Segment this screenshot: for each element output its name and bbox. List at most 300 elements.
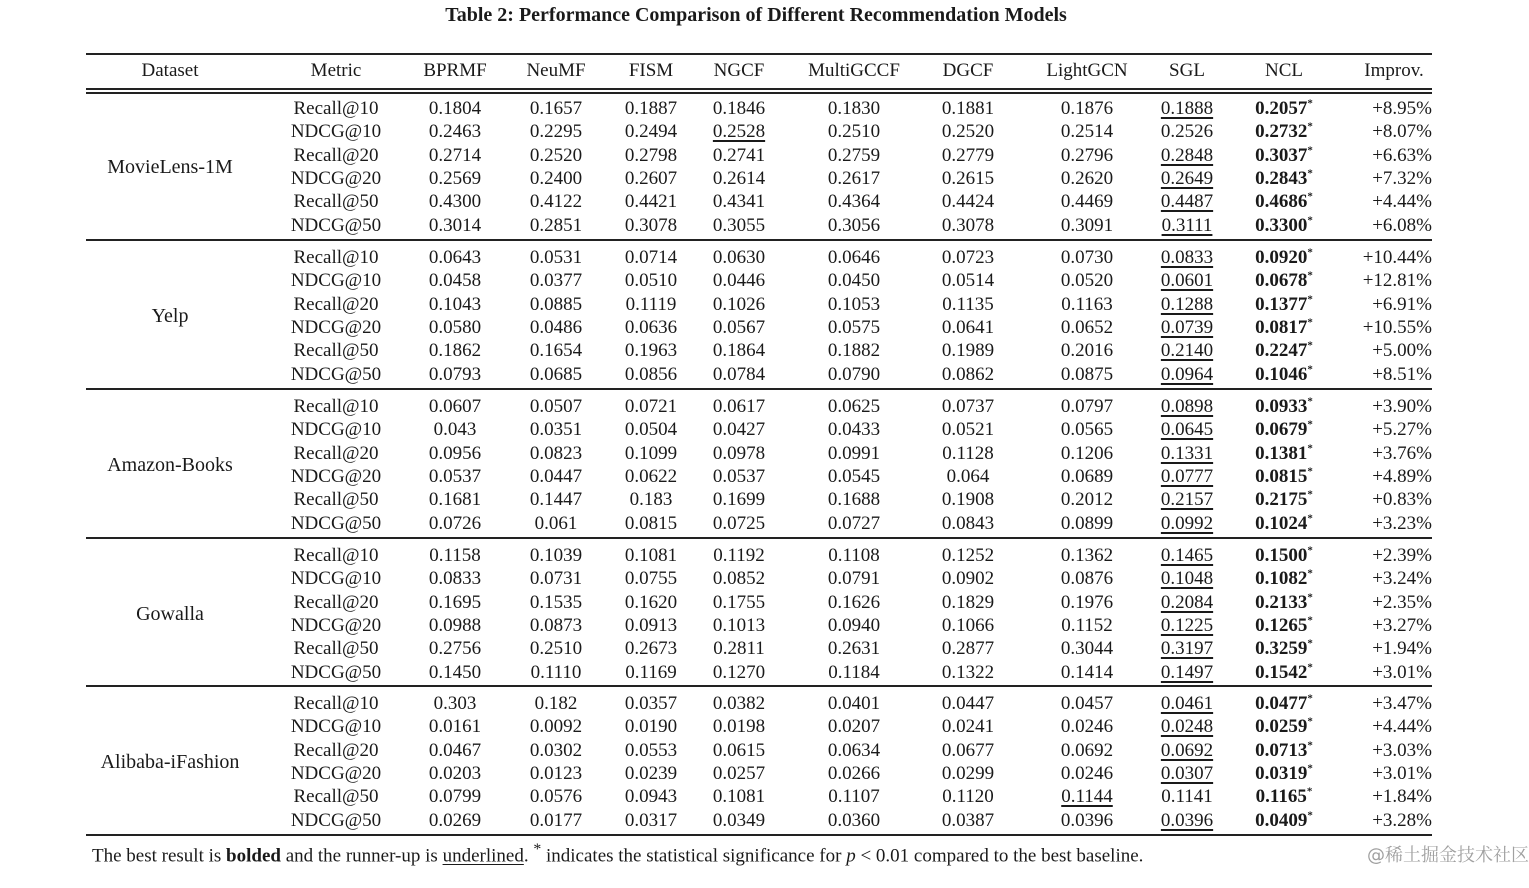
value-cell: 0.2615 bbox=[941, 167, 995, 189]
best-value: 0.0477 bbox=[1255, 693, 1308, 714]
footnote-text-3: . bbox=[523, 845, 534, 867]
table-row bbox=[86, 661, 1432, 684]
runner-up-value-cell: 0.1497 bbox=[1160, 661, 1214, 683]
value-cell: 0.1107 bbox=[828, 786, 880, 808]
value-cell: 0.0177 bbox=[529, 809, 583, 831]
value-cell: 0.1081 bbox=[624, 545, 678, 566]
table-row bbox=[86, 120, 1432, 143]
improvement-cell: +3.23% bbox=[1372, 512, 1432, 534]
value-cell: 0.0514 bbox=[941, 270, 995, 292]
best-value: 0.3037 bbox=[1255, 144, 1308, 166]
improvement-cell: +3.24% bbox=[1372, 568, 1432, 590]
value-cell: 0.1695 bbox=[428, 591, 482, 613]
value-cell: 0.1152 bbox=[1061, 614, 1113, 636]
value-cell: 0.0427 bbox=[712, 419, 766, 441]
header-rule bbox=[86, 88, 1432, 90]
best-value: 0.0933 bbox=[1255, 396, 1308, 417]
best-value-cell bbox=[1255, 809, 1313, 832]
table-row bbox=[86, 762, 1432, 785]
significance-marker: * bbox=[1307, 465, 1313, 478]
value-cell: 0.2631 bbox=[827, 638, 881, 660]
metric-cell: Recall@50 bbox=[293, 786, 379, 808]
best-value: 0.0817 bbox=[1255, 316, 1308, 338]
best-value-cell bbox=[1255, 739, 1313, 762]
improvement-cell: +3.01% bbox=[1372, 762, 1432, 784]
header-sgl: SGL bbox=[1169, 60, 1205, 81]
value-cell: 0.4469 bbox=[1060, 191, 1114, 213]
table-row bbox=[86, 442, 1432, 465]
value-cell: 0.0636 bbox=[624, 316, 678, 338]
improvement-cell: +5.27% bbox=[1372, 419, 1432, 441]
value-cell: 0.1908 bbox=[941, 489, 995, 511]
table-row bbox=[86, 567, 1432, 590]
value-cell: 0.1099 bbox=[624, 442, 678, 464]
improvement-cell: +3.03% bbox=[1372, 739, 1432, 761]
table-row bbox=[86, 785, 1432, 808]
value-cell: 0.0580 bbox=[428, 316, 482, 338]
value-cell: 0.0486 bbox=[529, 316, 583, 338]
value-cell: 0.0607 bbox=[428, 396, 482, 417]
value-cell: 0.0646 bbox=[827, 247, 881, 268]
value-cell: 0.0447 bbox=[941, 693, 995, 714]
table-row bbox=[86, 809, 1432, 832]
significance-marker: * bbox=[1307, 661, 1313, 674]
significance-marker: * bbox=[1307, 614, 1313, 627]
value-cell: 0.0913 bbox=[624, 614, 678, 636]
best-value-cell bbox=[1255, 637, 1313, 660]
significance-marker: * bbox=[1307, 167, 1313, 180]
value-cell: 0.1657 bbox=[529, 98, 583, 119]
value-cell: 0.2741 bbox=[712, 144, 766, 166]
table-row bbox=[86, 167, 1432, 190]
best-value-cell bbox=[1255, 293, 1313, 316]
value-cell: 0.0988 bbox=[428, 614, 482, 636]
value-cell: 0.1110 bbox=[530, 661, 582, 683]
best-value: 0.2732 bbox=[1255, 121, 1308, 143]
significance-marker: * bbox=[1307, 637, 1313, 650]
significance-marker: * bbox=[1307, 120, 1313, 133]
metric-cell: Recall@20 bbox=[293, 591, 379, 613]
value-cell: 0.0876 bbox=[1060, 568, 1114, 590]
value-cell: 0.2756 bbox=[428, 638, 482, 660]
value-cell: 0.1169 bbox=[625, 661, 677, 683]
metric-cell: NDCG@20 bbox=[290, 614, 382, 636]
value-cell: 0.0507 bbox=[529, 396, 583, 417]
value-cell: 0.2796 bbox=[1060, 144, 1114, 166]
significance-marker: * bbox=[1307, 418, 1313, 431]
header-metric: Metric bbox=[310, 60, 362, 81]
runner-up-value-cell: 0.3197 bbox=[1160, 638, 1214, 660]
value-cell: 0.0520 bbox=[1060, 270, 1114, 292]
significance-marker: * bbox=[1307, 488, 1313, 501]
dataset-section bbox=[86, 544, 1432, 684]
metric-cell: Recall@10 bbox=[293, 247, 379, 268]
improvement-cell: +2.39% bbox=[1372, 545, 1432, 566]
best-value-cell bbox=[1255, 661, 1313, 684]
value-cell: 0.3056 bbox=[827, 214, 881, 236]
dataset-name: MovieLens-1M bbox=[107, 156, 233, 178]
table-title: Table 2: Performance Comparison of Different Recommendation Models bbox=[445, 4, 1067, 26]
value-cell: 0.1081 bbox=[712, 786, 766, 808]
dataset-name: Amazon-Books bbox=[107, 454, 233, 476]
improvement-cell: +7.32% bbox=[1372, 167, 1432, 189]
value-cell: 0.0575 bbox=[827, 316, 881, 338]
header-ncl: NCL bbox=[1265, 60, 1303, 81]
value-cell: 0.0689 bbox=[1060, 465, 1114, 487]
value-cell: 0.0246 bbox=[1060, 716, 1114, 738]
value-cell: 0.2569 bbox=[428, 167, 482, 189]
value-cell: 0.0266 bbox=[827, 762, 881, 784]
value-cell: 0.1450 bbox=[428, 661, 482, 683]
header-multigccf: MultiGCCF bbox=[808, 60, 900, 81]
table-row bbox=[86, 395, 1432, 418]
value-cell: 0.0615 bbox=[712, 739, 766, 761]
section-rule bbox=[86, 388, 1432, 390]
best-value-cell bbox=[1255, 269, 1313, 292]
value-cell: 0.303 bbox=[433, 693, 477, 714]
improvement-cell: +6.63% bbox=[1372, 144, 1432, 166]
value-cell: 0.1026 bbox=[712, 293, 766, 315]
value-cell: 0.2798 bbox=[624, 144, 678, 166]
value-cell: 0.2851 bbox=[529, 214, 583, 236]
header-dgcf: DGCF bbox=[942, 60, 994, 81]
value-cell: 0.0377 bbox=[529, 270, 583, 292]
value-cell: 0.1882 bbox=[827, 340, 881, 362]
bottom-rule bbox=[86, 834, 1432, 836]
significance-marker: * bbox=[1307, 293, 1313, 306]
table-row bbox=[86, 190, 1432, 213]
best-value-cell bbox=[1255, 418, 1313, 441]
improvement-cell: +8.95% bbox=[1372, 98, 1432, 119]
header-rule-double bbox=[86, 92, 1432, 94]
value-cell: 0.1963 bbox=[624, 340, 678, 362]
improvement-cell: +8.51% bbox=[1372, 363, 1432, 385]
footnote-text-5: < 0.01 compared to the best baseline. bbox=[855, 845, 1144, 867]
best-value: 0.2843 bbox=[1255, 167, 1308, 189]
runner-up-value-cell: 0.2528 bbox=[712, 121, 766, 143]
value-cell: 0.0885 bbox=[529, 293, 583, 315]
value-cell: 0.0207 bbox=[827, 716, 881, 738]
value-cell: 0.043 bbox=[433, 419, 477, 441]
value-cell: 0.2463 bbox=[428, 121, 482, 143]
improvement-cell: +8.07% bbox=[1372, 121, 1432, 143]
best-value-cell bbox=[1255, 715, 1313, 738]
value-cell: 0.2016 bbox=[1060, 340, 1114, 362]
runner-up-value-cell: 0.1225 bbox=[1160, 614, 1214, 636]
value-cell: 0.0565 bbox=[1060, 419, 1114, 441]
metric-cell: NDCG@50 bbox=[290, 363, 382, 385]
value-cell: 0.1184 bbox=[828, 661, 880, 683]
section-rule bbox=[86, 685, 1432, 687]
best-value-cell bbox=[1255, 246, 1313, 269]
value-cell: 0.0622 bbox=[624, 465, 678, 487]
value-cell: 0.0401 bbox=[827, 693, 881, 714]
metric-cell: Recall@10 bbox=[293, 693, 379, 714]
table-row bbox=[86, 214, 1432, 237]
best-value: 0.1082 bbox=[1255, 568, 1308, 590]
value-cell: 0.0685 bbox=[529, 363, 583, 385]
value-cell: 0.0730 bbox=[1060, 247, 1114, 268]
value-cell: 0.182 bbox=[534, 693, 578, 714]
runner-up-value-cell: 0.0396 bbox=[1160, 809, 1214, 831]
best-value: 0.0815 bbox=[1255, 465, 1308, 487]
metric-cell: Recall@20 bbox=[293, 293, 379, 315]
value-cell: 0.2877 bbox=[941, 638, 995, 660]
value-cell: 0.0843 bbox=[941, 512, 995, 534]
runner-up-value-cell: 0.2084 bbox=[1160, 591, 1214, 613]
best-value-cell bbox=[1255, 544, 1313, 567]
best-value-cell bbox=[1255, 567, 1313, 590]
table-row bbox=[86, 637, 1432, 660]
value-cell: 0.1862 bbox=[428, 340, 482, 362]
value-cell: 0.1620 bbox=[624, 591, 678, 613]
runner-up-value-cell: 0.1048 bbox=[1160, 568, 1214, 590]
value-cell: 0.0203 bbox=[428, 762, 482, 784]
value-cell: 0.0791 bbox=[827, 568, 881, 590]
metric-cell: NDCG@50 bbox=[290, 661, 382, 683]
value-cell: 0.2811 bbox=[713, 638, 765, 660]
best-value: 0.0679 bbox=[1255, 419, 1308, 441]
value-cell: 0.1039 bbox=[529, 545, 583, 566]
best-value-cell bbox=[1255, 692, 1313, 715]
value-cell: 0.2400 bbox=[529, 167, 583, 189]
dataset-section bbox=[86, 246, 1432, 386]
value-cell: 0.3078 bbox=[624, 214, 678, 236]
value-cell: 0.1158 bbox=[429, 545, 481, 566]
value-cell: 0.0457 bbox=[1060, 693, 1114, 714]
best-value: 0.0409 bbox=[1255, 809, 1308, 831]
section-rule bbox=[86, 239, 1432, 241]
value-cell: 0.4300 bbox=[428, 191, 482, 213]
value-cell: 0.0504 bbox=[624, 419, 678, 441]
value-cell: 0.0652 bbox=[1060, 316, 1114, 338]
table-row bbox=[86, 739, 1432, 762]
value-cell: 0.3055 bbox=[712, 214, 766, 236]
value-cell: 0.0641 bbox=[941, 316, 995, 338]
value-cell: 0.1252 bbox=[941, 545, 995, 566]
value-cell: 0.0446 bbox=[712, 270, 766, 292]
metric-cell: Recall@10 bbox=[293, 545, 379, 566]
value-cell: 0.2526 bbox=[1160, 121, 1214, 143]
value-cell: 0.0351 bbox=[529, 419, 583, 441]
best-value-cell bbox=[1255, 614, 1313, 637]
value-cell: 0.0190 bbox=[624, 716, 678, 738]
runner-up-value-cell: 0.1888 bbox=[1160, 98, 1214, 119]
value-cell: 0.0873 bbox=[529, 614, 583, 636]
header-ngcf: NGCF bbox=[713, 60, 765, 81]
value-cell: 0.0510 bbox=[624, 270, 678, 292]
value-cell: 0.4421 bbox=[624, 191, 678, 213]
metric-cell: NDCG@10 bbox=[290, 716, 382, 738]
value-cell: 0.1535 bbox=[529, 591, 583, 613]
value-cell: 0.0790 bbox=[827, 363, 881, 385]
value-cell: 0.0458 bbox=[428, 270, 482, 292]
runner-up-value-cell: 0.0461 bbox=[1160, 693, 1214, 714]
runner-up-value-cell: 0.0601 bbox=[1160, 270, 1214, 292]
best-value-cell bbox=[1255, 144, 1313, 167]
runner-up-value-cell: 0.4487 bbox=[1160, 191, 1214, 213]
section-rule bbox=[86, 537, 1432, 539]
value-cell: 0.1830 bbox=[827, 98, 881, 119]
value-cell: 0.2494 bbox=[624, 121, 678, 143]
runner-up-value-cell: 0.1288 bbox=[1160, 293, 1214, 315]
table-row bbox=[86, 269, 1432, 292]
metric-cell: Recall@10 bbox=[293, 396, 379, 417]
improvement-cell: +2.35% bbox=[1372, 591, 1432, 613]
value-cell: 0.0815 bbox=[624, 512, 678, 534]
header-neumf: NeuMF bbox=[526, 60, 586, 81]
value-cell: 0.0447 bbox=[529, 465, 583, 487]
significance-marker: * bbox=[1307, 591, 1313, 604]
best-value-cell bbox=[1255, 190, 1313, 213]
value-cell: 0.0723 bbox=[941, 247, 995, 268]
significance-marker: * bbox=[1307, 246, 1313, 259]
table-row bbox=[86, 512, 1432, 535]
metric-cell: NDCG@20 bbox=[290, 465, 382, 487]
improvement-cell: +1.84% bbox=[1372, 786, 1432, 808]
footnote-bolded: bolded bbox=[226, 845, 281, 867]
value-cell: 0.0576 bbox=[529, 786, 583, 808]
best-value: 0.2175 bbox=[1255, 489, 1308, 511]
dataset-name: Alibaba-iFashion bbox=[100, 751, 240, 773]
value-cell: 0.0725 bbox=[712, 512, 766, 534]
significance-marker: * bbox=[1307, 269, 1313, 282]
best-value-cell bbox=[1255, 120, 1313, 143]
value-cell: 0.0239 bbox=[624, 762, 678, 784]
runner-up-value-cell: 0.1331 bbox=[1160, 442, 1214, 464]
dataset-name: Yelp bbox=[151, 305, 189, 327]
value-cell: 0.4341 bbox=[712, 191, 766, 213]
value-cell: 0.0630 bbox=[712, 247, 766, 268]
improvement-cell: +6.91% bbox=[1372, 293, 1432, 315]
footnote-underlined: underlined bbox=[442, 845, 524, 867]
value-cell: 0.1626 bbox=[827, 591, 881, 613]
significance-marker: * bbox=[1307, 692, 1313, 705]
value-cell: 0.1135 bbox=[942, 293, 994, 315]
best-value: 0.1542 bbox=[1255, 661, 1308, 683]
value-cell: 0.0833 bbox=[428, 568, 482, 590]
value-cell: 0.0357 bbox=[624, 693, 678, 714]
value-cell: 0.2012 bbox=[1060, 489, 1114, 511]
table-row bbox=[86, 692, 1432, 715]
improvement-cell: +10.44% bbox=[1362, 247, 1432, 268]
best-value-cell bbox=[1255, 167, 1313, 190]
significance-marker: * bbox=[1307, 762, 1313, 775]
runner-up-value-cell: 0.2140 bbox=[1160, 340, 1214, 362]
footnote-p: p bbox=[846, 845, 856, 867]
value-cell: 0.0823 bbox=[529, 442, 583, 464]
improvement-cell: +3.28% bbox=[1372, 809, 1432, 831]
value-cell: 0.1120 bbox=[942, 786, 994, 808]
runner-up-value-cell: 0.1144 bbox=[1061, 786, 1113, 808]
value-cell: 0.1699 bbox=[712, 489, 766, 511]
significance-marker: * bbox=[1306, 785, 1313, 798]
value-cell: 0.0784 bbox=[712, 363, 766, 385]
improvement-cell: +0.83% bbox=[1372, 489, 1432, 511]
table-row bbox=[86, 144, 1432, 167]
value-cell: 0.0387 bbox=[941, 809, 995, 831]
value-cell: 0.2714 bbox=[428, 144, 482, 166]
best-value: 0.1024 bbox=[1255, 512, 1308, 534]
value-cell: 0.0537 bbox=[712, 465, 766, 487]
value-cell: 0.0123 bbox=[529, 762, 583, 784]
improvement-cell: +12.81% bbox=[1362, 270, 1432, 292]
value-cell: 0.3044 bbox=[1060, 638, 1114, 660]
value-cell: 0.0269 bbox=[428, 809, 482, 831]
improvement-cell: +1.94% bbox=[1372, 638, 1432, 660]
metric-cell: Recall@20 bbox=[293, 739, 379, 761]
improvement-cell: +10.55% bbox=[1362, 316, 1432, 338]
value-cell: 0.4364 bbox=[827, 191, 881, 213]
best-value-cell bbox=[1255, 97, 1313, 120]
value-cell: 0.0852 bbox=[712, 568, 766, 590]
value-cell: 0.0161 bbox=[428, 716, 482, 738]
value-cell: 0.0677 bbox=[941, 739, 995, 761]
value-cell: 0.1654 bbox=[529, 340, 583, 362]
value-cell: 0.0349 bbox=[712, 809, 766, 831]
runner-up-value-cell: 0.2649 bbox=[1160, 167, 1214, 189]
significance-marker: * bbox=[1307, 442, 1313, 455]
value-cell: 0.0450 bbox=[827, 270, 881, 292]
table-row bbox=[86, 591, 1432, 614]
footnote-text-4: indicates the statistical significance for bbox=[541, 845, 847, 867]
significance-marker: * bbox=[1307, 544, 1313, 557]
significance-marker: * bbox=[1307, 567, 1313, 580]
best-value-cell bbox=[1255, 512, 1313, 535]
value-cell: 0.1887 bbox=[624, 98, 678, 119]
runner-up-value-cell: 0.0992 bbox=[1160, 512, 1214, 534]
metric-cell: NDCG@50 bbox=[290, 809, 382, 831]
dataset-section bbox=[86, 97, 1432, 237]
value-cell: 0.2617 bbox=[827, 167, 881, 189]
value-cell: 0.2510 bbox=[827, 121, 881, 143]
value-cell: 0.0246 bbox=[1060, 762, 1114, 784]
metric-cell: Recall@50 bbox=[293, 191, 379, 213]
value-cell: 0.2520 bbox=[941, 121, 995, 143]
best-value: 0.1165 bbox=[1255, 786, 1307, 808]
best-value-cell bbox=[1255, 465, 1313, 488]
value-cell: 0.0567 bbox=[712, 316, 766, 338]
best-value: 0.1046 bbox=[1255, 363, 1308, 385]
significance-marker: * bbox=[1307, 97, 1313, 110]
value-cell: 0.1322 bbox=[941, 661, 995, 683]
value-cell: 0.0737 bbox=[941, 396, 995, 417]
best-value: 0.1381 bbox=[1255, 442, 1308, 464]
top-rule bbox=[86, 53, 1432, 55]
metric-cell: Recall@50 bbox=[293, 340, 379, 362]
value-cell: 0.0799 bbox=[428, 786, 482, 808]
value-cell: 0.0940 bbox=[827, 614, 881, 636]
header-improv: Improv. bbox=[1364, 60, 1424, 81]
value-cell: 0.1362 bbox=[1060, 545, 1114, 566]
value-cell: 0.183 bbox=[629, 489, 673, 511]
best-value-cell bbox=[1255, 591, 1313, 614]
value-cell: 0.0726 bbox=[428, 512, 482, 534]
value-cell: 0.0467 bbox=[428, 739, 482, 761]
best-value-cell bbox=[1255, 316, 1313, 339]
runner-up-value-cell: 0.0964 bbox=[1160, 363, 1214, 385]
header-fism: FISM bbox=[628, 60, 674, 81]
metric-cell: NDCG@10 bbox=[290, 419, 382, 441]
table-row bbox=[86, 465, 1432, 488]
table-row bbox=[86, 544, 1432, 567]
significance-marker: * bbox=[1307, 316, 1313, 329]
best-value-cell bbox=[1255, 339, 1313, 362]
metric-cell: NDCG@20 bbox=[290, 316, 382, 338]
significance-marker: * bbox=[1307, 739, 1313, 752]
runner-up-value-cell: 0.2157 bbox=[1160, 489, 1214, 511]
value-cell: 0.1755 bbox=[712, 591, 766, 613]
